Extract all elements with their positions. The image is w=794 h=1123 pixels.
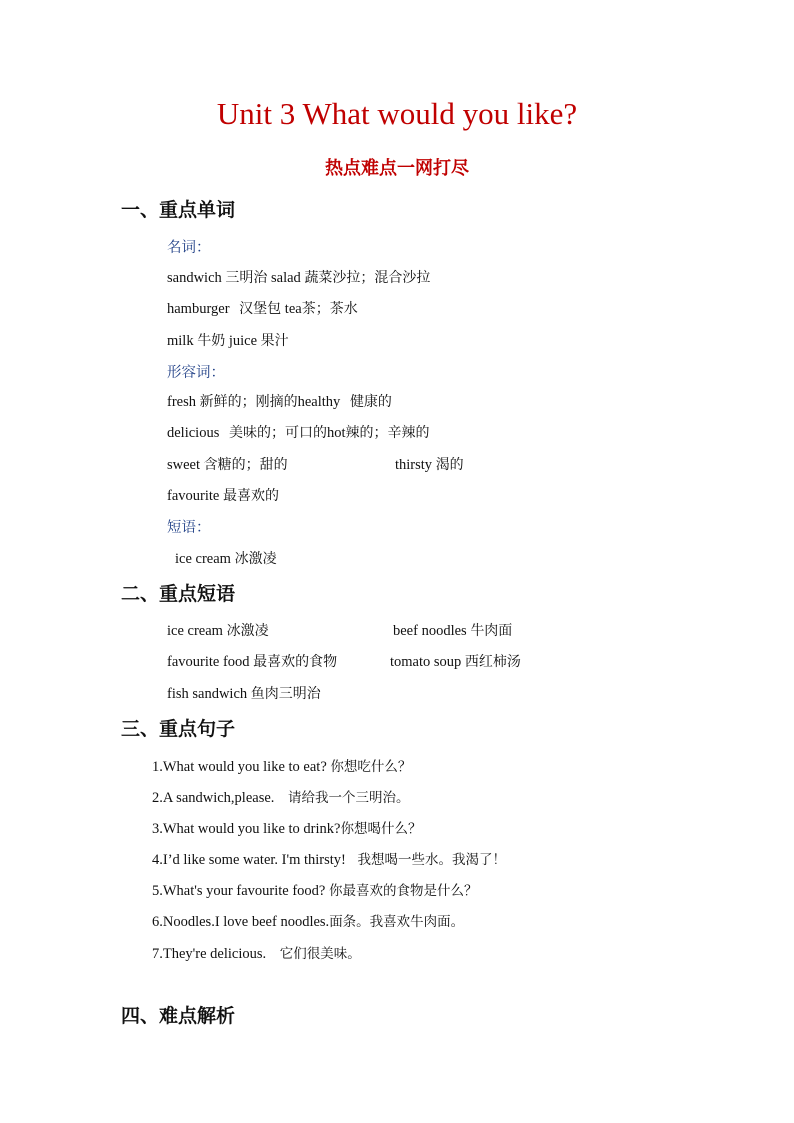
sentence-zh: 它们很美味。	[279, 946, 361, 962]
phrase-en: ice cream	[167, 623, 223, 639]
sentence	[152, 755, 411, 776]
word-en: hot	[326, 425, 346, 441]
phrase-label: 短语：	[167, 520, 211, 536]
vocab-line	[175, 548, 277, 568]
sentence-zh: 你想吃什么？	[330, 759, 412, 775]
phrase-item	[167, 683, 321, 703]
page-title: Unit 3 What would you like?	[216, 96, 578, 131]
word-zh: 含糖的；甜的	[203, 457, 288, 473]
phrase-item	[390, 651, 521, 671]
word-zh: 美味的；可口的	[228, 425, 327, 441]
word-en: sweet	[167, 457, 201, 473]
sentence-en: 5.What's your favourite food?	[152, 883, 326, 899]
sentence-en: 7.They're delicious.	[152, 946, 267, 962]
vocab-line	[167, 485, 279, 505]
word-zh: 渴的	[435, 457, 464, 473]
word-zh: 汉堡包	[239, 301, 282, 317]
word-zh: 新鲜的；刚摘的	[199, 394, 298, 410]
noun-label: 名词：	[167, 240, 211, 256]
sentence	[152, 910, 464, 931]
word-zh: 三明治	[225, 270, 268, 286]
word-en: thirsty	[395, 457, 433, 473]
word-en: ice cream	[175, 551, 231, 567]
phrase-en: favourite food	[167, 654, 250, 670]
sentence-zh: 我想喝一些水。我渴了！	[357, 852, 507, 868]
phrase-en: tomato soup	[390, 654, 462, 670]
page-subtitle: 热点难点一网打尽	[325, 158, 469, 179]
sentence-zh: 面条。我喜欢牛肉面。	[329, 914, 465, 930]
phrase-zh: 最喜欢的食物	[253, 654, 338, 670]
sentence-en: 1.What would you like to eat?	[152, 759, 327, 775]
word-en: juice	[228, 333, 258, 349]
section-heading-key-phrases: 二、重点短语	[121, 583, 236, 605]
phrase-zh: 西红柿汤	[464, 654, 521, 670]
sentence-en: 2.A sandwich,please.	[152, 790, 275, 806]
word-zh: 牛奶	[197, 333, 226, 349]
sentence	[152, 817, 421, 838]
word-en: fresh	[167, 394, 196, 410]
word-zh: 茶；茶水	[301, 301, 358, 317]
vocab-line	[167, 267, 430, 287]
sentence-zh: 请给我一个三明治。	[288, 790, 410, 806]
word-zh: 最喜欢的	[222, 488, 279, 504]
word-en: salad	[271, 270, 301, 286]
phrase-zh: 冰激凌	[226, 623, 269, 639]
sentence-zh: 你最喜欢的食物是什么？	[328, 883, 478, 899]
phrase-item	[167, 620, 269, 640]
section-heading-key-sentences: 三、重点句子	[121, 718, 236, 740]
phrase-en: fish sandwich	[167, 686, 248, 702]
sentence-en: 6.Noodles.I love beef noodles.	[152, 914, 330, 930]
section-heading-key-words: 一、重点单词	[121, 199, 236, 221]
section-heading-difficult-points: 四、难点解析	[121, 1005, 236, 1027]
sentence-en: 4.I’d like some water. I'm thirsty!	[152, 852, 346, 868]
phrase-en: beef noodles	[393, 623, 467, 639]
vocab-line	[167, 454, 288, 474]
word-zh: 健康的	[349, 394, 392, 410]
sentence-zh: 你想喝什么？	[340, 821, 422, 837]
word-en: delicious	[167, 425, 220, 441]
word-en: milk	[167, 333, 194, 349]
word-en: tea	[284, 301, 302, 317]
word-en: hamburger	[167, 301, 230, 317]
word-en: sandwich	[167, 270, 222, 286]
word-zh: 蔬菜沙拉；混合沙拉	[304, 270, 431, 286]
vocab-line	[167, 422, 430, 442]
vocab-line	[167, 391, 392, 411]
word-zh: 冰激凌	[234, 551, 277, 567]
sentence	[152, 848, 506, 869]
phrase-item	[393, 620, 512, 640]
sentence	[152, 942, 361, 963]
adjective-label: 形容词：	[167, 365, 225, 381]
phrase-item	[167, 651, 337, 671]
word-zh: 果汁	[260, 333, 289, 349]
sentence-en: 3.What would you like to drink?	[152, 821, 341, 837]
vocab-line	[167, 330, 289, 350]
vocab-line	[395, 454, 464, 474]
word-zh: 辣的；辛辣的	[345, 425, 430, 441]
sentence	[152, 786, 410, 807]
sentence	[152, 879, 477, 900]
word-en: healthy	[297, 394, 341, 410]
phrase-zh: 牛肉面	[470, 623, 513, 639]
vocab-line	[167, 298, 358, 318]
phrase-zh: 鱼肉三明治	[250, 686, 321, 702]
word-en: favourite	[167, 488, 220, 504]
